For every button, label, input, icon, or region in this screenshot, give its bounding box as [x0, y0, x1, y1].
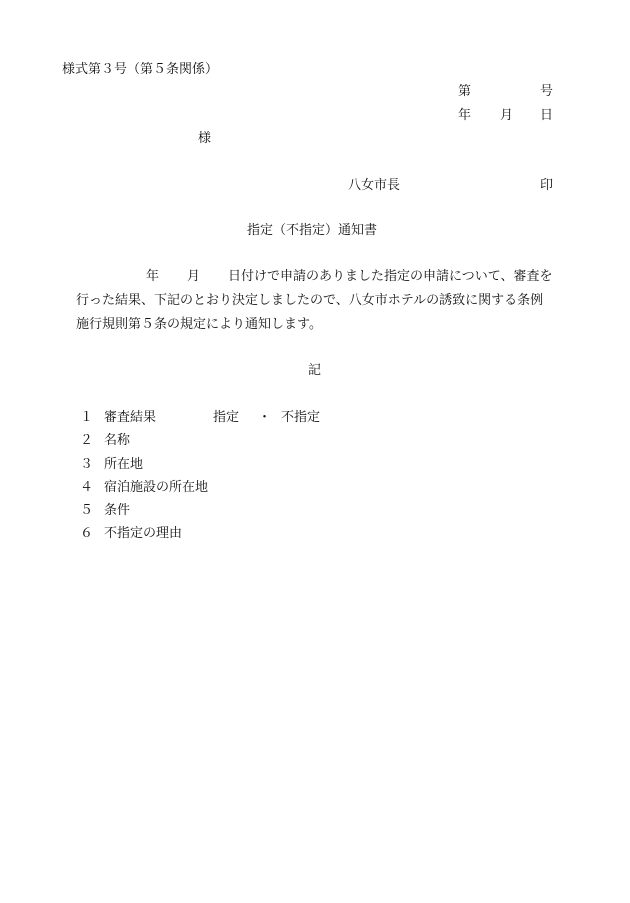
review-option-designated: 指定	[213, 410, 240, 425]
ki-heading: 記	[308, 363, 322, 378]
item-label-rejection-reason: 不指定の理由	[104, 526, 183, 541]
seal-mark: 印	[540, 178, 554, 193]
date-day: 日	[540, 108, 554, 123]
item-number: ４	[80, 480, 94, 495]
item-label-review-result: 審査結果	[104, 410, 157, 425]
item-number: １	[80, 410, 94, 425]
review-option-not-designated: 不指定	[281, 410, 321, 425]
review-option-separator: ・	[258, 410, 272, 425]
item-label-location: 所在地	[104, 457, 144, 472]
body-line-2: 行った結果、下記のとおり決定しましたので、八女市ホテルの誘致に関する条例	[76, 293, 544, 308]
item-label-name: 名称	[104, 433, 131, 448]
document-number-prefix: 第	[458, 84, 472, 99]
body-line-3: 施行規則第５条の規定により通知します。	[76, 317, 322, 332]
item-label-conditions: 条件	[104, 503, 131, 518]
body-date-year: 年	[146, 269, 160, 284]
item-label-facility-location: 宿泊施設の所在地	[104, 480, 209, 495]
date-year: 年	[458, 108, 472, 123]
body-line-1-text: 日付けで申請のありました指定の申請について、審査を	[228, 269, 553, 284]
body-line-1	[76, 269, 553, 285]
body-date-month: 月	[187, 269, 201, 284]
item-number: ２	[80, 433, 94, 448]
recipient-honorific: 様	[198, 131, 212, 146]
item-number: ６	[80, 526, 94, 541]
date-month: 月	[500, 108, 514, 123]
sender-name: 八女市長	[348, 178, 401, 193]
item-number: ３	[80, 457, 94, 472]
form-label: 様式第３号（第５条関係）	[62, 62, 219, 77]
item-number: ５	[80, 503, 94, 518]
page-title: 指定（不指定）通知書	[247, 223, 378, 238]
document-number-suffix: 号	[540, 84, 554, 99]
